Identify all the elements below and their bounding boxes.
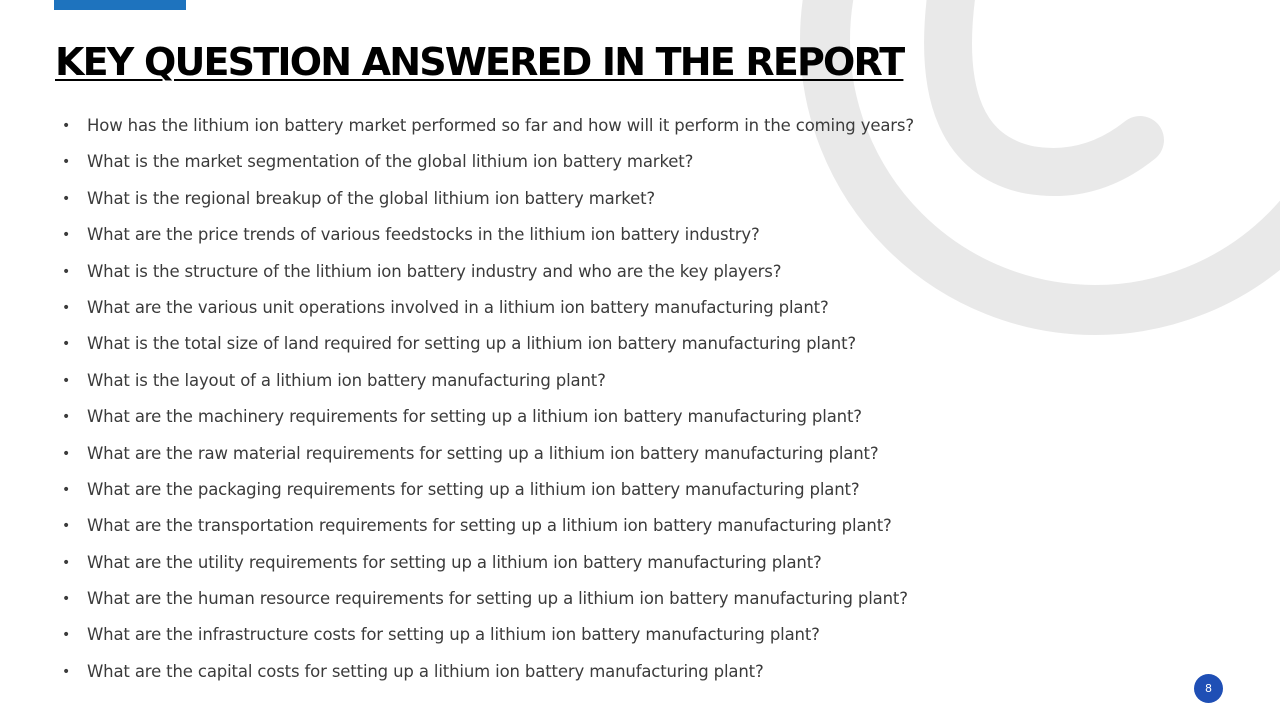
question-text: What is the total size of land required for setting up a lithium ion battery manufacturing plant? <box>87 334 857 354</box>
bullet-icon: • <box>62 518 71 535</box>
question-text: What are the transportation requirements for setting up a lithium ion battery manufacturing plant? <box>87 516 892 536</box>
question-text: What are the human resource requirements for setting up a lithium ion battery manufacturing plant? <box>87 589 908 609</box>
question-text: What is the layout of a lithium ion battery manufacturing plant? <box>87 370 606 390</box>
list-item <box>62 254 1062 290</box>
list-item <box>62 581 1062 617</box>
list-item <box>62 545 1062 581</box>
bullet-icon: • <box>62 591 71 608</box>
list-item <box>62 436 1062 472</box>
list-item <box>62 326 1062 362</box>
question-text: What are the price trends of various feedstocks in the lithium ion battery industry? <box>87 225 760 245</box>
page-number-badge: 8 <box>1194 674 1223 703</box>
question-text: What are the machinery requirements for setting up a lithium ion battery manufacturing plant? <box>87 407 862 427</box>
bullet-icon: • <box>62 663 71 680</box>
question-text: What are the utility requirements for setting up a lithium ion battery manufacturing plant? <box>87 552 822 572</box>
question-text: What are the raw material requirements for setting up a lithium ion battery manufacturing plant? <box>87 443 879 463</box>
list-item <box>62 181 1062 217</box>
list-item <box>62 108 1062 144</box>
bullet-icon: • <box>62 154 71 171</box>
bullet-icon: • <box>62 554 71 571</box>
bullet-icon: • <box>62 336 71 353</box>
list-item <box>62 217 1062 253</box>
question-text: How has the lithium ion battery market performed so far and how will it perform in the coming years? <box>87 116 914 135</box>
question-text: What are the various unit operations involved in a lithium ion battery manufacturing plant? <box>87 297 829 317</box>
question-text: What are the capital costs for setting up a lithium ion battery manufacturing plant? <box>87 661 764 681</box>
list-item <box>62 363 1062 399</box>
bullet-icon: • <box>62 190 71 207</box>
top-accent-bar <box>54 0 186 10</box>
bullet-icon: • <box>62 118 71 134</box>
question-text: What are the packaging requirements for setting up a lithium ion battery manufacturing plant? <box>87 479 860 499</box>
bullet-icon: • <box>62 263 71 280</box>
question-list <box>62 108 1062 690</box>
list-item <box>62 290 1062 326</box>
bullet-icon: • <box>62 227 71 244</box>
bullet-icon: • <box>62 445 71 462</box>
question-text: What are the infrastructure costs for setting up a lithium ion battery manufacturing plant? <box>87 625 820 645</box>
list-item <box>62 508 1062 544</box>
bullet-icon: • <box>62 409 71 426</box>
bullet-icon: • <box>62 627 71 644</box>
bullet-icon: • <box>62 299 71 316</box>
bullet-icon: • <box>62 372 71 389</box>
bullet-icon: • <box>62 481 71 498</box>
question-text: What is the structure of the lithium ion battery industry and who are the key players? <box>87 261 782 281</box>
slide-title: KEY QUESTION ANSWERED IN THE REPORT <box>55 40 904 84</box>
list-item <box>62 399 1062 435</box>
question-text: What is the market segmentation of the global lithium ion battery market? <box>87 152 694 172</box>
list-item <box>62 144 1062 180</box>
list-item <box>62 617 1062 653</box>
question-text: What is the regional breakup of the global lithium ion battery market? <box>87 188 656 208</box>
list-item <box>62 654 1062 690</box>
list-item <box>62 472 1062 508</box>
